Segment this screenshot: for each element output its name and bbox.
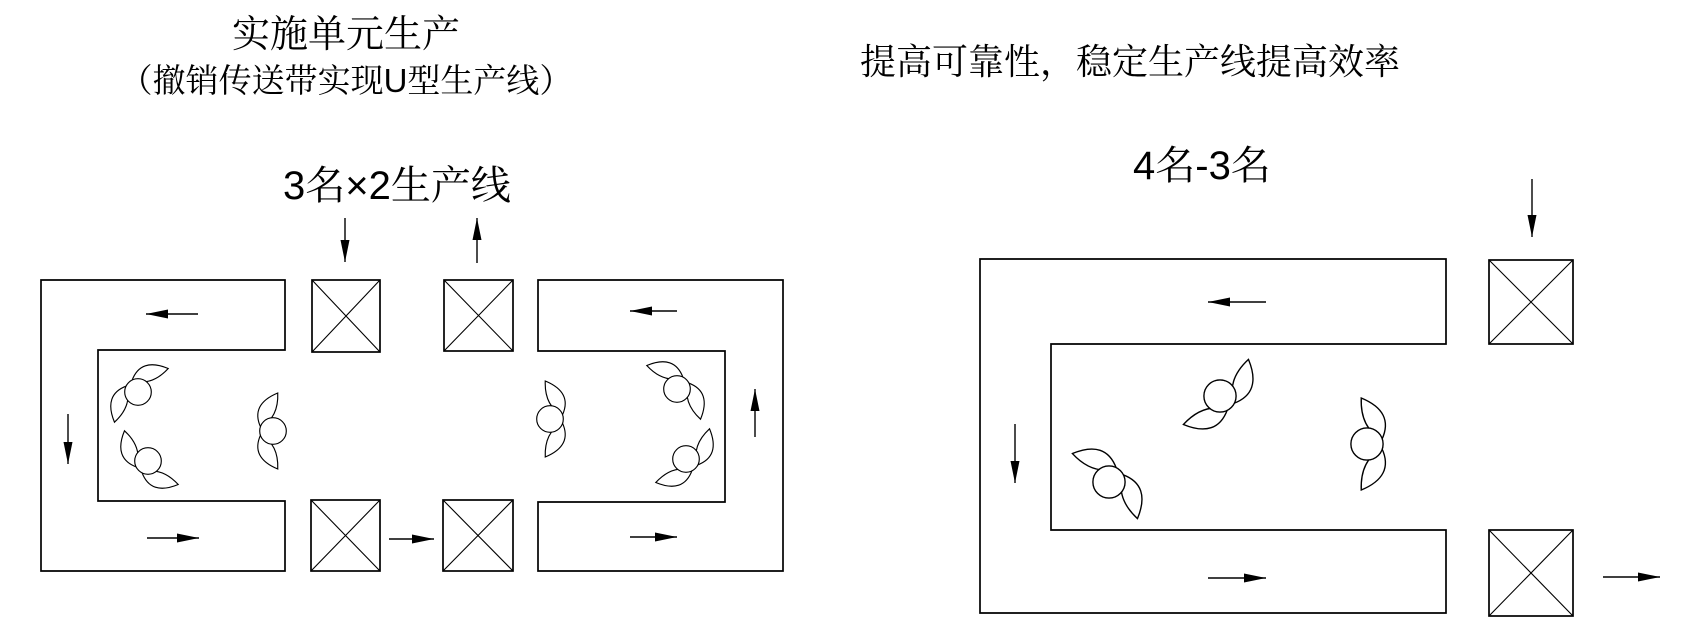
flow-arrow-right-in-down-head	[1528, 215, 1537, 237]
left-cell2-worker-middle-head	[537, 406, 564, 433]
left-cell1-worker-top	[100, 354, 174, 428]
right-cell-worker-top	[1176, 352, 1265, 441]
flow-arrow-left-out-up-head	[473, 218, 482, 240]
right-panel-title-line1: 提高可靠性，稳定生产线提高效率	[859, 41, 1400, 82]
left-inbound-station-top-cross	[312, 280, 380, 352]
flow-arrow-left-between-boxes-head	[412, 535, 434, 544]
left-line2-u-cell-outline	[538, 280, 783, 571]
right-panel-label: 4名-3名	[1133, 144, 1271, 188]
flow-arrow-left-cell1-side-head	[64, 442, 73, 464]
flow-arrow-right-out-head	[1638, 573, 1660, 582]
right-cell-worker-right-head	[1351, 428, 1383, 460]
left-station-bottom-1-cross	[311, 500, 380, 571]
left-outbound-station-top-cross	[444, 280, 513, 351]
left-cell1-worker-middle	[258, 393, 287, 469]
left-line1-u-cell-outline	[41, 280, 285, 571]
right-outbound-station-cross	[1489, 530, 1573, 616]
left-cell1-worker-bottom	[110, 425, 184, 499]
left-station-bottom-2-cross	[443, 500, 513, 571]
flow-arrow-left-cell2-bottom-head	[655, 533, 677, 542]
right-cell-worker-right	[1351, 398, 1386, 490]
flow-arrow-left-cell2-side-head	[751, 389, 760, 411]
right-cell-worker-left	[1065, 436, 1154, 525]
flow-arrow-right-cell-side-head	[1011, 461, 1020, 483]
flow-arrow-left-cell1-top-head	[146, 310, 168, 319]
left-panel-label: 3名×2生产线	[283, 164, 511, 208]
left-cell2-worker-top	[641, 351, 715, 425]
flow-arrow-left-in-down-head	[341, 240, 350, 262]
left-cell2-worker-bottom	[650, 423, 724, 497]
left-panel-title-line2: （撤销传送带实现U型生产线）	[119, 62, 573, 99]
left-cell1-worker-middle-head	[260, 418, 287, 445]
left-panel-title-line1: 实施单元生产	[231, 14, 460, 56]
flow-arrow-right-cell-bottom-head	[1244, 574, 1266, 583]
right-inbound-station-cross	[1489, 260, 1573, 344]
left-cell2-worker-middle	[537, 381, 566, 457]
flow-arrow-right-cell-top-head	[1208, 298, 1230, 307]
flow-arrow-left-cell2-top-head	[630, 307, 652, 316]
flow-arrow-left-cell1-bottom-head	[177, 534, 199, 543]
